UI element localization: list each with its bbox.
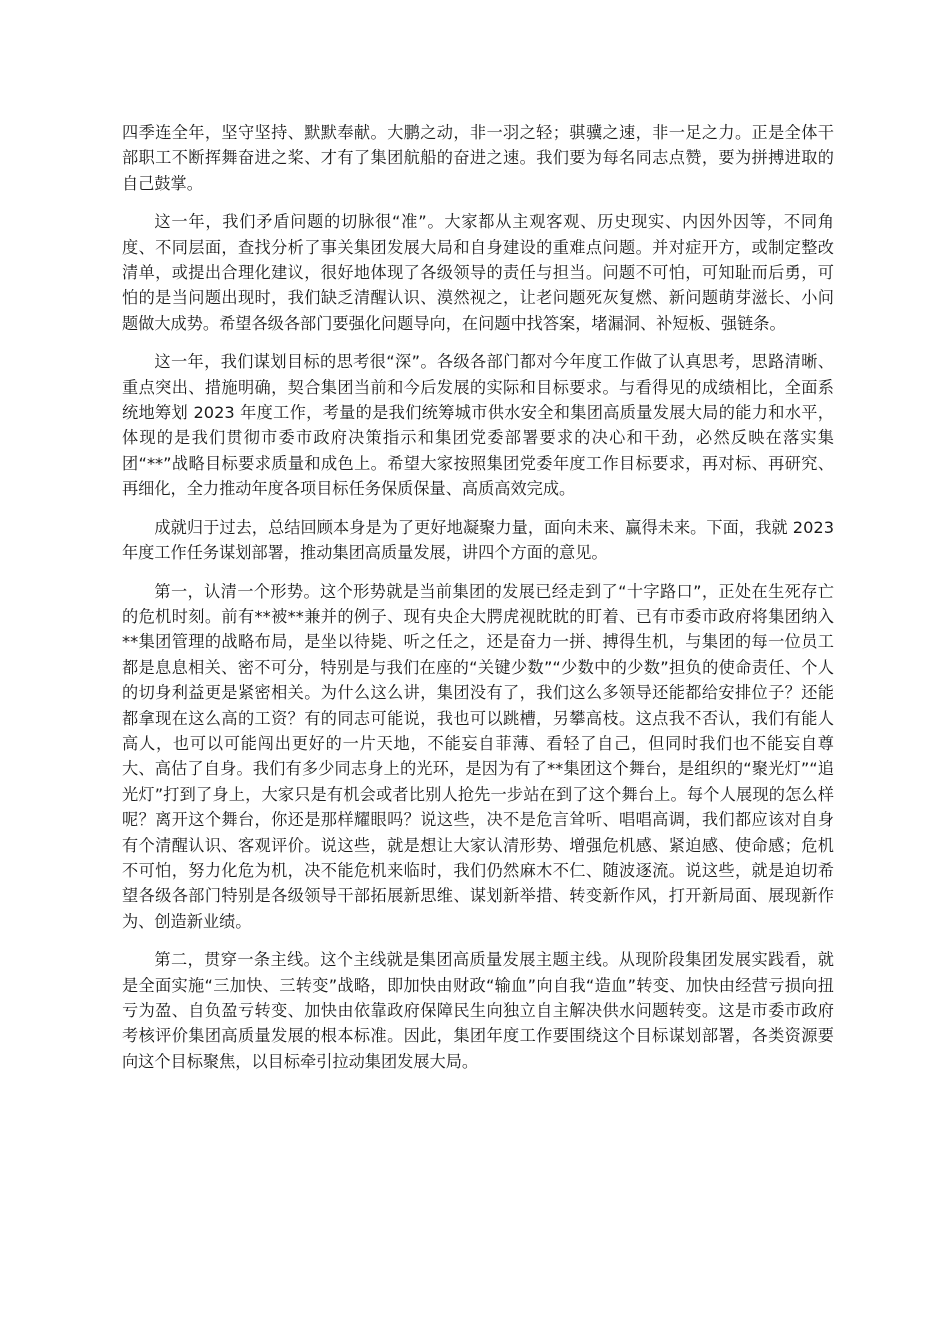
paragraph-continued: 四季连全年，坚守坚持、默默奉献。大鹏之动，非一羽之轻；骐骥之速，非一足之力。正是全体干部职工不断挥舞奋进之桨、才有了集团航船的奋进之速。我们要为每名同志点赞，要为拼搏进取的自己鼓掌。: [122, 123, 834, 193]
document-page: [122, 120, 834, 1087]
paragraph-goal-planning: 这一年，我们谋划目标的思考很“深”。各级各部门都对今年度工作做了认真思考，思路清晰、重点突出、措施明确，契合集团当前和今后发展的实际和目标要求。与看得见的成绩相比，全面系统地筹划 2023 年度工作，考量的是我们统筹城市供水安全和集团高质量发展大局的能力和水平，体现的是我们贯彻市委市政府决策指示和集团党委部署要求的决心和干劲，必然反映在落实集团“**”战略目标要求质量和成色上。希望大家按照集团党委年度工作目标要求，再对标、再研究、再细化，全力推动年度各项目标任务保质保量、高质高效完成。: [122, 352, 834, 499]
paragraph-transition: 成就归于过去，总结回顾本身是为了更好地凝聚力量，面向未来、赢得未来。下面，我就 2023 年度工作任务谋划部署，推动集团高质量发展，讲四个方面的意见。: [122, 517, 834, 563]
paragraph-problem-diagnosis: 这一年，我们矛盾问题的切脉很“准”。大家都从主观客观、历史现实、内因外因等，不同角度、不同层面，查找分析了事关集团发展大局和自身建设的重难点问题。并对症开方，或制定整改清单，或提出合理化建议，很好地体现了各级领导的责任与担当。问题不可怕，可知耻而后勇，可怕的是当问题出现时，我们缺乏清醒认识、漠然视之，让老问题死灰复燃、新问题萌芽滋长、小问题做大成势。希望各级各部门要强化问题导向，在问题中找答案，堵漏洞、补短板、强链条。: [122, 212, 834, 333]
paragraph-point-one: 第一，认清一个形势。这个形势就是当前集团的发展已经走到了“十字路口”，正处在生死存亡的危机时刻。前有**被**兼并的例子、现有央企大腭虎视眈眈的盯着、已有市委市政府将集团纳入**集团管理的战略布局，是坐以待毙、听之任之，还是奋力一拼、搏得生机，与集团的每一位员工都是息息相关、密不可分，特别是与我们在座的“关键少数”“少数中的少数”担负的使命责任、个人的切身利益更是紧密相关。为什么这么讲，集团没有了，我们这么多领导还能都给安排位子？还能都拿现在这么高的工资？有的同志可能说，我也可以跳槽，另攀高枝。这点我不否认，我们有能人高人，也可以可能闯出更好的一片天地，不能妄自菲薄、看轻了自己，但同时我们也不能妄自尊大、高估了自身。我们有多少同志身上的光环，是因为有了**集团这个舞台，是组织的“聚光灯”“追光灯”打到了身上，大家只是有机会或者比别人抢先一步站在到了这个舞台上。每个人展现的怎么样呢？离开这个舞台，你还是那样耀眼吗？说这些，决不是危言耸听、唱唱高调，我们都应该对自身有个清醒认识、客观评价。说这些，就是想让大家认清形势、增强危机感、紧迫感、使命感；危机不可怕，努力化危为机，决不能危机来临时，我们仍然麻木不仁、随波逐流。说这些，就是迫切希望各级各部门特别是各级领导干部拓展新思维、谋划新举措、转变新作风，打开新局面、展现新作为、创造新业绩。: [122, 581, 834, 931]
paragraph-point-two: 第二，贯穿一条主线。这个主线就是集团高质量发展主题主线。从现阶段集团发展实践看，就是全面实施“三加快、三转变”战略，即加快由财政“输血”向自我“造血”转变、加快由经营亏损向扭亏为盈、自负盈亏转变、加快由依靠政府保障民生向独立自主解决供水问题转变。这是市委市政府考核评价集团高质量发展的根本标准。因此，集团年度工作要围绕这个目标谋划部署，各类资源要向这个目标聚焦，以目标牵引拉动集团发展大局。: [122, 950, 834, 1071]
